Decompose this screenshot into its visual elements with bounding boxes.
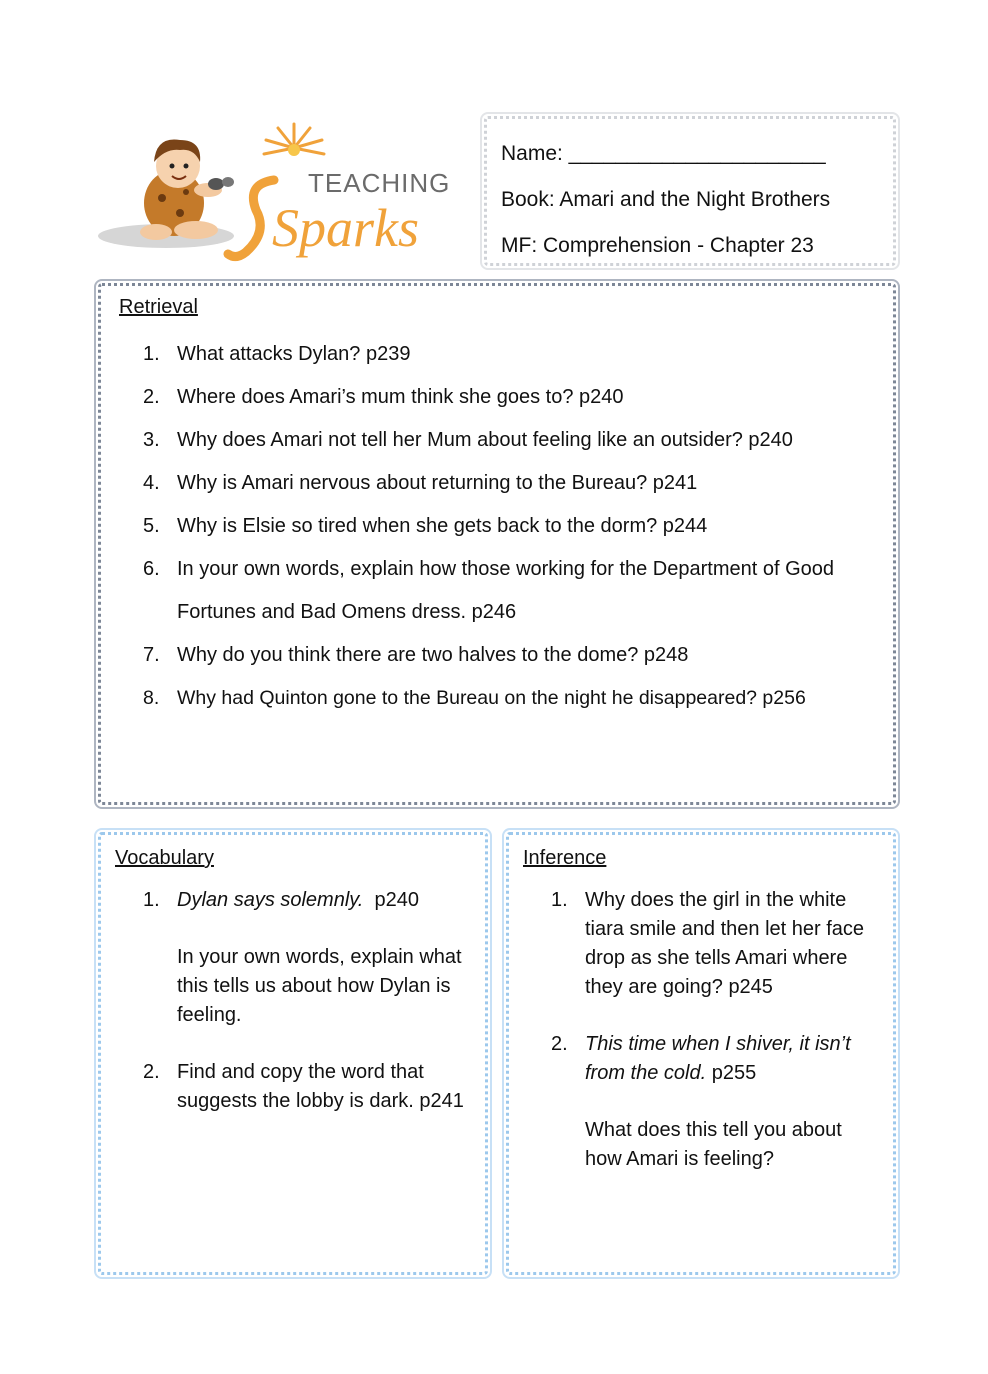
list-item: 1. Why does the girl in the white tiara smile and then let her face drop as she tells Amari where they are going? p245 <box>551 889 865 998</box>
logo-text-teaching: TEACHING <box>308 168 451 198</box>
list-item: 5. Why is Elsie so tired when she gets back to the dorm? p244 <box>143 515 708 537</box>
list-item: 2. Find and copy the word that suggests the lobby is dark. p241 <box>143 1061 464 1112</box>
retrieval-title: Retrieval <box>119 296 198 318</box>
list-item: 4. Why is Amari nervous about returning to the Bureau? p241 <box>143 472 698 494</box>
list-item: 2. This time when I shiver, it isn’t from the cold. p255 What does this tell you about how Amari is feeling? <box>551 1033 851 1170</box>
book-title: Book: Amari and the Night Brothers <box>501 188 831 211</box>
vocabulary-section <box>98 832 488 1275</box>
retrieval-section <box>98 283 896 805</box>
inference-title: Inference <box>523 847 607 869</box>
logo-text-sparks: Sparks <box>272 198 419 258</box>
inference-question-list <box>523 886 879 1174</box>
caveman-logo-icon <box>96 118 466 268</box>
list-item: 1. What attacks Dylan? p239 <box>143 343 411 365</box>
name-field: Name: ______________________ <box>501 142 826 165</box>
list-item: 8. Why had Quinton gone to the Bureau on the night he disappeared? p256 <box>143 687 806 709</box>
retrieval-question-list <box>119 333 875 720</box>
inference-quote: This time when I shiver, it isn’t from the cold. <box>585 1033 851 1084</box>
vocabulary-quote: Dylan says solemnly. <box>177 889 364 911</box>
list-item: 3. Why does Amari not tell her Mum about feeling like an outsider? p240 <box>143 429 793 451</box>
list-item: 7. Why do you think there are two halves to the dome? p248 <box>143 644 689 666</box>
list-item: 1. Dylan says solemnly. p240 In your own words, explain what this tells us about how Dylan is feeling. <box>143 889 462 1026</box>
vocabulary-question-list <box>115 886 471 1116</box>
teaching-sparks-logo <box>96 118 466 268</box>
student-info-box <box>484 116 896 266</box>
inference-section <box>506 832 896 1275</box>
worksheet-title: MF: Comprehension - Chapter 23 <box>501 234 814 257</box>
list-item: 2. Where does Amari’s mum think she goes to? p240 <box>143 386 624 408</box>
list-item: 6. In your own words, explain how those working for the Department of Good Fortunes and Bad Omens dress. p246 <box>143 558 835 623</box>
vocabulary-title: Vocabulary <box>115 847 214 869</box>
